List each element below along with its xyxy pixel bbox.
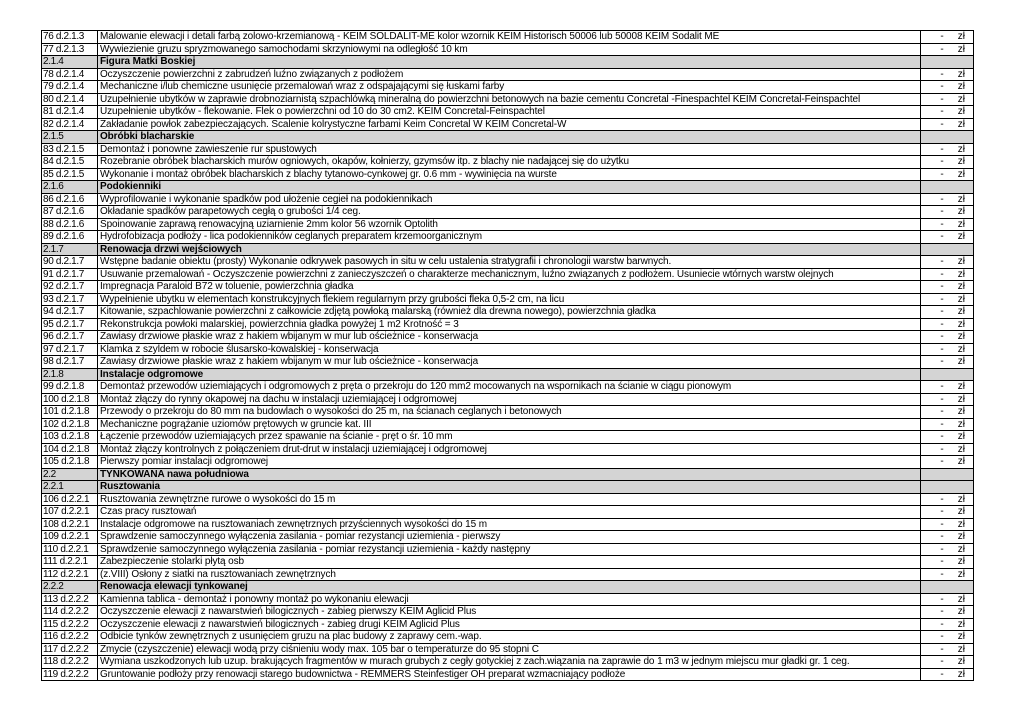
item-description: Wyprofilowanie i wykonanie spadków pod ułożenie cegieł na podokiennikach: [98, 193, 921, 206]
item-description: Spoinowanie zaprawą renowacyjną uziarnienie 2mm kolor 56 wzornik Optolith: [98, 218, 921, 231]
item-code: 111 d.2.2.1: [42, 556, 98, 569]
item-currency: zł: [957, 543, 965, 555]
item-amount-cell: [921, 443, 974, 456]
item-amount: -: [940, 31, 944, 42]
section-code: 2.1.6: [42, 181, 98, 194]
item-description: Oczyszczenie powierzchni z zabrudzeń luźno związanych z podłożem: [98, 68, 921, 81]
item-amount-cell: [921, 43, 974, 56]
item-currency: zł: [957, 281, 965, 292]
item-code: 84 d.2.1.5: [42, 156, 98, 169]
item-amount-cell: [921, 406, 974, 419]
item-code: 102 d.2.1.8: [42, 418, 98, 431]
table-row: [42, 343, 974, 356]
item-code: 107 d.2.2.1: [42, 506, 98, 519]
item-amount-cell: [921, 331, 974, 344]
item-amount: -: [940, 593, 944, 605]
item-description: (z.VIII) Osłony z siatki na rusztowaniach zewnętrznych: [98, 568, 921, 581]
table-row: [42, 68, 974, 81]
item-amount: -: [940, 656, 944, 667]
item-code: 105 d.2.1.8: [42, 456, 98, 469]
item-currency: zł: [957, 331, 965, 342]
item-currency: zł: [957, 293, 965, 305]
table-row: [42, 456, 974, 469]
item-code: 119 d.2.2.2: [42, 668, 98, 681]
item-amount: -: [940, 456, 944, 467]
item-currency: zł: [957, 268, 965, 280]
item-amount: -: [940, 206, 944, 217]
item-description: Wypełnienie ubytku w elementach konstrukcyjnych flekiem regularnym przy grubości fleka 0,5-2 cm, na licu: [98, 293, 921, 306]
item-amount: -: [940, 406, 944, 417]
item-currency: zł: [957, 318, 965, 330]
table-row: [42, 568, 974, 581]
item-currency: zł: [957, 81, 965, 92]
table-row: [42, 293, 974, 306]
item-description: Klamka z szyldem w robocie ślusarsko-kowalskiej - konserwacja: [98, 343, 921, 356]
item-currency: zł: [957, 506, 965, 517]
item-description: Usuwanie przemalowań - Oczyszczenie powierzchni z zanieczyszczeń o charakterze mechanicznym, luźno związanych z podłożem. Usuniecie wtórnych warstw olejnych: [98, 268, 921, 281]
section-title: Obróbki blacharskie: [98, 131, 921, 144]
item-currency: zł: [957, 568, 965, 580]
section-title: Rusztowania: [98, 481, 921, 494]
item-code: 112 d.2.2.1: [42, 568, 98, 581]
item-code: 91 d.2.1.7: [42, 268, 98, 281]
item-code: 77 d.2.1.3: [42, 43, 98, 56]
item-amount: -: [940, 256, 944, 267]
item-amount: -: [940, 381, 944, 392]
item-description: Zawiasy drzwiowe płaskie wraz z hakiem wbijanym w mur lub ościeżnice - konserwacja: [98, 356, 921, 369]
section-title: Podokienniki: [98, 181, 921, 194]
item-description: Wymiana uszkodzonych lub uzup. brakujących fragmentów w murach grubych z cegły gotyckiej z zach.wiązania na zaprawie do 1 m3 w jednym miejscu mur gładki gr. 1 ceg.: [98, 656, 921, 669]
table-row: [42, 531, 974, 544]
table-row: [42, 31, 974, 44]
item-amount-cell: [921, 231, 974, 244]
item-currency: zł: [957, 206, 965, 217]
item-currency: zł: [957, 556, 965, 567]
item-amount-cell: [921, 293, 974, 306]
item-amount-cell: [921, 268, 974, 281]
item-amount-cell: [921, 631, 974, 644]
item-description: Wykonanie i montaż obróbek blacharskich z blachy tytanowo-cynkowej gr. 0.6 mm - wywinięcia na wurste: [98, 168, 921, 181]
table-row: [42, 493, 974, 506]
item-description: Łączenie przewodów uziemiających przez spawanie na ścianie - pręt o śr. 10 mm: [98, 431, 921, 444]
table-row: [42, 518, 974, 531]
item-code: 104 d.2.1.8: [42, 443, 98, 456]
table-row: [42, 506, 974, 519]
table-row: [42, 231, 974, 244]
item-amount-cell: [921, 393, 974, 406]
item-description: Rusztowania zewnętrzne rurowe o wysokości do 15 m: [98, 493, 921, 506]
item-code: 99 d.2.1.8: [42, 381, 98, 394]
section-header-row: [42, 468, 974, 481]
item-code: 115 d.2.2.2: [42, 618, 98, 631]
item-currency: zł: [957, 456, 965, 467]
item-currency: zł: [957, 668, 965, 680]
table-row: [42, 206, 974, 219]
table-row: [42, 168, 974, 181]
table-row: [42, 593, 974, 606]
item-amount-cell: [921, 606, 974, 619]
item-code: 87 d.2.1.6: [42, 206, 98, 219]
item-amount: -: [940, 293, 944, 305]
item-code: 108 d.2.2.1: [42, 518, 98, 531]
item-currency: zł: [957, 431, 965, 442]
item-currency: zł: [957, 256, 965, 267]
table-row: [42, 543, 974, 556]
item-code: 100 d.2.1.8: [42, 393, 98, 406]
table-row: [42, 606, 974, 619]
item-currency: zł: [957, 143, 965, 155]
item-amount: -: [940, 556, 944, 567]
section-code: 2.1.5: [42, 131, 98, 144]
item-currency: zł: [957, 118, 965, 130]
item-currency: zł: [957, 493, 965, 505]
section-header-row: [42, 131, 974, 144]
item-currency: zł: [957, 406, 965, 417]
section-amount-cell: [921, 181, 974, 194]
item-description: Kamienna tablica - demontaż i ponowny montaż po wykonaniu elewacji: [98, 593, 921, 606]
item-description: Oczyszczenie elewacji z nawarstwień bilogicznych - zabieg pierwszy KEIM Aglicid Plus: [98, 606, 921, 619]
item-description: Demontaż i ponowne zawieszenie rur spustowych: [98, 143, 921, 156]
item-currency: zł: [957, 418, 965, 430]
item-currency: zł: [957, 531, 965, 542]
item-code: 103 d.2.1.8: [42, 431, 98, 444]
item-amount: -: [940, 93, 944, 105]
table-row: [42, 318, 974, 331]
item-description: Hydrofobizacja podłoży - lica podokienników ceglanych preparatem krzemoorganicznym: [98, 231, 921, 244]
section-header-row: [42, 368, 974, 381]
section-header-row: [42, 481, 974, 494]
table-body: [42, 31, 974, 681]
item-currency: zł: [957, 606, 965, 617]
table-row: [42, 668, 974, 681]
item-description: Rekonstrukcja powłoki malarskiej, powierzchnia gładka powyżej 1 m2 Krotność = 3: [98, 318, 921, 331]
item-amount-cell: [921, 118, 974, 131]
item-description: Wywiezienie gruzu spryzmowanego samochodami skrzyniowymi na odległość 10 km: [98, 43, 921, 56]
item-code: 92 d.2.1.7: [42, 281, 98, 294]
item-description: Instalacje odgromowe na rusztowaniach zewnętrznych przyściennych wysokości do 15 m: [98, 518, 921, 531]
item-amount: -: [940, 106, 944, 117]
item-description: Czas pracy rusztowań: [98, 506, 921, 519]
item-description: Demontaż przewodów uziemiających i odgromowych z pręta o przekroju do 120 mm2 mocowanych na wspornikach na ścianie w ciągu pionowym: [98, 381, 921, 394]
item-code: 85 d.2.1.5: [42, 168, 98, 181]
item-amount-cell: [921, 343, 974, 356]
section-header-row: [42, 243, 974, 256]
item-code: 81 d.2.1.4: [42, 106, 98, 119]
item-description: Sprawdzenie samoczynnego wyłączenia zasilania - pomiar rezystancji uziemienia - pierwszy: [98, 531, 921, 544]
item-currency: zł: [957, 343, 965, 355]
item-currency: zł: [957, 156, 965, 167]
item-amount: -: [940, 156, 944, 167]
item-amount: -: [940, 518, 944, 530]
section-header-row: [42, 581, 974, 594]
item-amount-cell: [921, 656, 974, 669]
item-amount-cell: [921, 143, 974, 156]
item-code: 76 d.2.1.3: [42, 31, 98, 44]
table-row: [42, 43, 974, 56]
table-row: [42, 631, 974, 644]
item-amount: -: [940, 118, 944, 130]
table-row: [42, 268, 974, 281]
item-amount: -: [940, 643, 944, 655]
item-amount: -: [940, 543, 944, 555]
section-title: Renowacja elewacji tynkowanej: [98, 581, 921, 594]
item-description: Zmycie (czyszczenie) elewacji wodą przy ciśnieniu wody max. 105 bar o temperaturze do 95 stopni C: [98, 643, 921, 656]
item-amount-cell: [921, 643, 974, 656]
item-amount: -: [940, 493, 944, 505]
table-row: [42, 156, 974, 169]
item-currency: zł: [957, 306, 965, 317]
section-code: 2.2: [42, 468, 98, 481]
item-description: Uzupełnienie ubytków w zaprawie drobnoziarnistą szpachlówką mineralną do powierzchni betonowych na bazie cementu Concretal -Finespachtel KEIM Concretal-Feinspachtel: [98, 93, 921, 106]
section-amount-cell: [921, 56, 974, 69]
item-amount: -: [940, 318, 944, 330]
item-description: Pierwszy pomiar instalacji odgromowej: [98, 456, 921, 469]
table-row: [42, 381, 974, 394]
section-code: 2.1.8: [42, 368, 98, 381]
table-row: [42, 118, 974, 131]
item-description: Malowanie elewacji i detali farbą zolowo-krzemianową - KEIM SOLDALIT-ME kolor wzornik KEIM Historisch 50006 lub 50008 KEIM Sodalit ME: [98, 31, 921, 44]
section-amount-cell: [921, 581, 974, 594]
table-row: [42, 556, 974, 569]
item-amount-cell: [921, 543, 974, 556]
item-amount: -: [940, 306, 944, 317]
table-row: [42, 306, 974, 319]
item-amount-cell: [921, 31, 974, 44]
item-description: Montaż złączy kontrolnych z połączeniem drut-drut w instalacji uziemiającej i odgromowej: [98, 443, 921, 456]
section-title: Figura Matki Boskiej: [98, 56, 921, 69]
item-amount: -: [940, 143, 944, 155]
item-code: 116 d.2.2.2: [42, 631, 98, 644]
item-amount-cell: [921, 156, 974, 169]
item-amount: -: [940, 81, 944, 92]
item-description: Zakładanie powłok zabezpieczających. Scalenie kolrystyczne farbami Keim Concretal W KEIM Concretal-W: [98, 118, 921, 131]
item-amount: -: [940, 606, 944, 617]
table-row: [42, 393, 974, 406]
item-amount-cell: [921, 81, 974, 94]
item-description: Odbicie tynków zewnętrznych z usunięciem gruzu na plac budowy z zaprawy cem.-wap.: [98, 631, 921, 644]
item-amount-cell: [921, 493, 974, 506]
item-description: Uzupełnienie ubytków - flekowanie. Flek o powierzchni od 10 do 30 cm2. KEIM Concretal-Feinspachtel: [98, 106, 921, 119]
item-currency: zł: [957, 618, 965, 630]
table-row: [42, 656, 974, 669]
item-description: Kitowanie, szpachlowanie powierzchni z całkowicie zdjętą powłoką malarską (również dla drewna nowego), powierzchnia gładka: [98, 306, 921, 319]
section-title: Renowacja drzwi wejściowych: [98, 243, 921, 256]
item-description: Wstępne badanie obiektu (prosty) Wykonanie odkrywek pasowych in situ w celu ustalenia stratygrafii i chronologii warstw barwnych.: [98, 256, 921, 269]
item-code: 80 d.2.1.4: [42, 93, 98, 106]
item-code: 78 d.2.1.4: [42, 68, 98, 81]
item-amount-cell: [921, 318, 974, 331]
item-amount: -: [940, 443, 944, 455]
item-currency: zł: [957, 193, 965, 205]
item-description: Montaż złączy do rynny okapowej na dachu w instalacji uziemiającej i odgromowej: [98, 393, 921, 406]
table-row: [42, 218, 974, 231]
item-amount-cell: [921, 456, 974, 469]
item-amount: -: [940, 668, 944, 680]
section-amount-cell: [921, 131, 974, 144]
item-amount: -: [940, 343, 944, 355]
table-row: [42, 281, 974, 294]
section-code: 2.2.1: [42, 481, 98, 494]
item-description: Mechaniczne i/lub chemiczne usunięcie przemalowań wraz z odspajającymi się łuskami farby: [98, 81, 921, 94]
item-amount-cell: [921, 206, 974, 219]
table-row: [42, 93, 974, 106]
table-row: [42, 331, 974, 344]
table-row: [42, 356, 974, 369]
item-description: Przewody o przekroju do 80 mm na budowlach o wysokości do 25 m, na ścianach ceglanych i betonowych: [98, 406, 921, 419]
item-code: 93 d.2.1.7: [42, 293, 98, 306]
section-header-row: [42, 181, 974, 194]
section-amount-cell: [921, 243, 974, 256]
item-amount-cell: [921, 568, 974, 581]
cost-estimate-table: [41, 30, 974, 681]
item-amount: -: [940, 631, 944, 642]
item-description: Zabezpieczenie stolarki płytą osb: [98, 556, 921, 569]
item-amount: -: [940, 531, 944, 542]
section-title: TYNKOWANA nawa południowa: [98, 468, 921, 481]
table-row: [42, 643, 974, 656]
item-amount-cell: [921, 68, 974, 81]
item-amount: -: [940, 393, 944, 405]
item-code: 118 d.2.2.2: [42, 656, 98, 669]
item-amount: -: [940, 356, 944, 367]
item-description: Rozebranie obróbek blacharskich murów ogniowych, okapów, kołnierzy, gzymsów itp. z blachy nie nadającej się do użytku: [98, 156, 921, 169]
item-amount-cell: [921, 618, 974, 631]
item-description: Mechaniczne pogrążanie uziomów prętowych w gruncie kat. III: [98, 418, 921, 431]
item-amount-cell: [921, 593, 974, 606]
item-amount-cell: [921, 556, 974, 569]
item-code: 90 d.2.1.7: [42, 256, 98, 269]
item-amount-cell: [921, 168, 974, 181]
item-amount: -: [940, 506, 944, 517]
cost-estimate-sheet: [41, 30, 973, 681]
table-row: [42, 418, 974, 431]
item-amount-cell: [921, 93, 974, 106]
item-amount-cell: [921, 218, 974, 231]
item-amount-cell: [921, 518, 974, 531]
item-currency: zł: [957, 356, 965, 367]
item-code: 101 d.2.1.8: [42, 406, 98, 419]
item-currency: zł: [957, 381, 965, 392]
item-currency: zł: [957, 643, 965, 655]
section-header-row: [42, 56, 974, 69]
item-code: 97 d.2.1.7: [42, 343, 98, 356]
table-row: [42, 81, 974, 94]
table-row: [42, 618, 974, 631]
item-description: Sprawdzenie samoczynnego wyłączenia zasilania - pomiar rezystancji uziemienia - każdy następny: [98, 543, 921, 556]
item-currency: zł: [957, 106, 965, 117]
item-amount-cell: [921, 506, 974, 519]
section-code: 2.2.2: [42, 581, 98, 594]
item-code: 114 d.2.2.2: [42, 606, 98, 619]
item-code: 110 d.2.2.1: [42, 543, 98, 556]
item-currency: zł: [957, 218, 965, 230]
item-amount-cell: [921, 381, 974, 394]
item-currency: zł: [957, 43, 965, 55]
item-code: 89 d.2.1.6: [42, 231, 98, 244]
table-row: [42, 256, 974, 269]
item-currency: zł: [957, 68, 965, 80]
item-currency: zł: [957, 93, 965, 105]
item-description: Oczyszczenie elewacji z nawarstwień bilogicznych - zabieg drugi KEIM Aglicid Plus: [98, 618, 921, 631]
item-amount: -: [940, 231, 944, 242]
item-currency: zł: [957, 518, 965, 530]
item-amount: -: [940, 68, 944, 80]
item-currency: zł: [957, 631, 965, 642]
item-code: 106 d.2.2.1: [42, 493, 98, 506]
item-amount: -: [940, 168, 944, 180]
table-row: [42, 193, 974, 206]
item-amount-cell: [921, 356, 974, 369]
item-amount: -: [940, 268, 944, 280]
item-amount: -: [940, 193, 944, 205]
item-currency: zł: [957, 231, 965, 242]
item-code: 94 d.2.1.7: [42, 306, 98, 319]
item-currency: zł: [957, 393, 965, 405]
item-amount-cell: [921, 256, 974, 269]
item-amount-cell: [921, 306, 974, 319]
section-amount-cell: [921, 468, 974, 481]
item-amount: -: [940, 431, 944, 442]
item-currency: zł: [957, 31, 965, 42]
section-code: 2.1.7: [42, 243, 98, 256]
item-amount-cell: [921, 193, 974, 206]
item-code: 98 d.2.1.7: [42, 356, 98, 369]
section-title: Instalacje odgromowe: [98, 368, 921, 381]
item-code: 95 d.2.1.7: [42, 318, 98, 331]
item-currency: zł: [957, 593, 965, 605]
item-amount: -: [940, 418, 944, 430]
item-amount-cell: [921, 418, 974, 431]
item-currency: zł: [957, 656, 965, 667]
item-amount-cell: [921, 531, 974, 544]
item-amount: -: [940, 331, 944, 342]
item-code: 109 d.2.2.1: [42, 531, 98, 544]
item-code: 82 d.2.1.4: [42, 118, 98, 131]
section-amount-cell: [921, 368, 974, 381]
item-currency: zł: [957, 168, 965, 180]
item-description: Zawiasy drzwiowe płaskie wraz z hakiem wbijanym w mur lub ościeżnice - konserwacja: [98, 331, 921, 344]
table-row: [42, 431, 974, 444]
item-amount-cell: [921, 281, 974, 294]
item-code: 113 d.2.2.2: [42, 593, 98, 606]
item-amount: -: [940, 281, 944, 292]
item-code: 83 d.2.1.5: [42, 143, 98, 156]
item-description: Gruntowanie podłoży przy renowacji starego budownictwa - REMMERS Steinfestiger OH preparat wzmacniający podłoże: [98, 668, 921, 681]
item-amount: -: [940, 618, 944, 630]
item-description: Impregnacja Paraloid B72 w toluenie, powierzchnia gładka: [98, 281, 921, 294]
item-amount-cell: [921, 106, 974, 119]
item-code: 79 d.2.1.4: [42, 81, 98, 94]
table-row: [42, 143, 974, 156]
item-currency: zł: [957, 443, 965, 455]
item-amount: -: [940, 43, 944, 55]
item-code: 117 d.2.2.2: [42, 643, 98, 656]
table-row: [42, 443, 974, 456]
item-code: 86 d.2.1.6: [42, 193, 98, 206]
item-amount-cell: [921, 668, 974, 681]
item-amount: -: [940, 218, 944, 230]
table-row: [42, 406, 974, 419]
item-amount-cell: [921, 431, 974, 444]
item-code: 88 d.2.1.6: [42, 218, 98, 231]
item-amount: -: [940, 568, 944, 580]
section-amount-cell: [921, 481, 974, 494]
table-row: [42, 106, 974, 119]
section-code: 2.1.4: [42, 56, 98, 69]
item-code: 96 d.2.1.7: [42, 331, 98, 344]
item-description: Okładanie spadków parapetowych cegłą o grubości 1/4 ceg.: [98, 206, 921, 219]
